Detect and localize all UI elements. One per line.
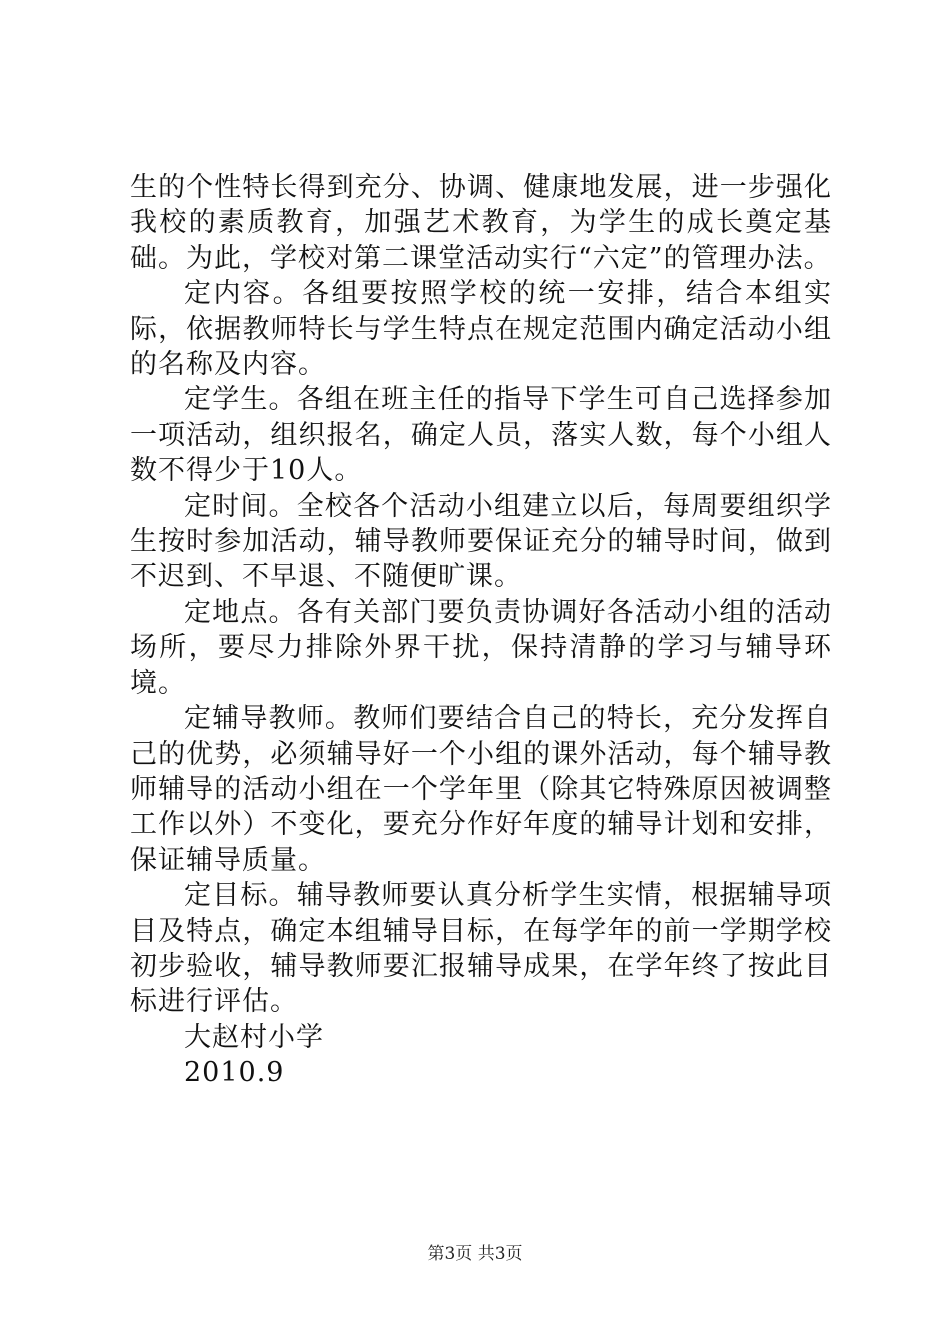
document-body	[130, 170, 832, 1091]
signature-date: 2010.9	[184, 1057, 285, 1089]
paragraph-intro-continued: 生的个性特长得到充分、协调、健康地发展，进一步强化我校的素质教育，加强艺术教育，为学生的成长奠定基础。为此，学校对第二课堂活动实行“六定”的管理办法。	[130, 172, 832, 274]
paragraph-define-location: 定地点。各有关部门要负责协调好各活动小组的活动场所，要尽力排除外界干扰，保持清静的学习与辅导环境。	[130, 596, 832, 699]
paragraph-define-content: 定内容。各组要按照学校的统一安排，结合本组实际，依据教师特长与学生特点在规定范围内确定活动小组的名称及内容。	[130, 278, 832, 381]
paragraph-define-students: 定学生。各组在班主任的指导下学生可自己选择参加一项活动，组织报名，确定人员，落实人数，每个小组人数不得少于10人。	[130, 384, 832, 487]
paragraph-define-teachers: 定辅导教师。教师们要结合自己的特长，充分发挥自己的优势，必须辅导好一个小组的课外活动，每个辅导教师辅导的活动小组在一个学年里（除其它特殊原因被调整工作以外）不变化，要充分作好年度的辅导计划和安排，保证辅导质量。	[130, 703, 832, 876]
paragraph-define-time: 定时间。全校各个活动小组建立以后，每周要组织学生按时参加活动，辅导教师要保证充分的辅导时间，做到不迟到、不早退、不随便旷课。	[130, 490, 832, 593]
page-footer: 第3页 共3页	[427, 1244, 523, 1264]
paragraph-define-goals: 定目标。辅导教师要认真分析学生实情，根据辅导项目及特点，确定本组辅导目标，在每学年的前一学期学校初步验收，辅导教师要汇报辅导成果，在学年终了按此目标进行评估。	[130, 880, 832, 1018]
signature-school: 大赵村小学	[184, 1021, 324, 1053]
